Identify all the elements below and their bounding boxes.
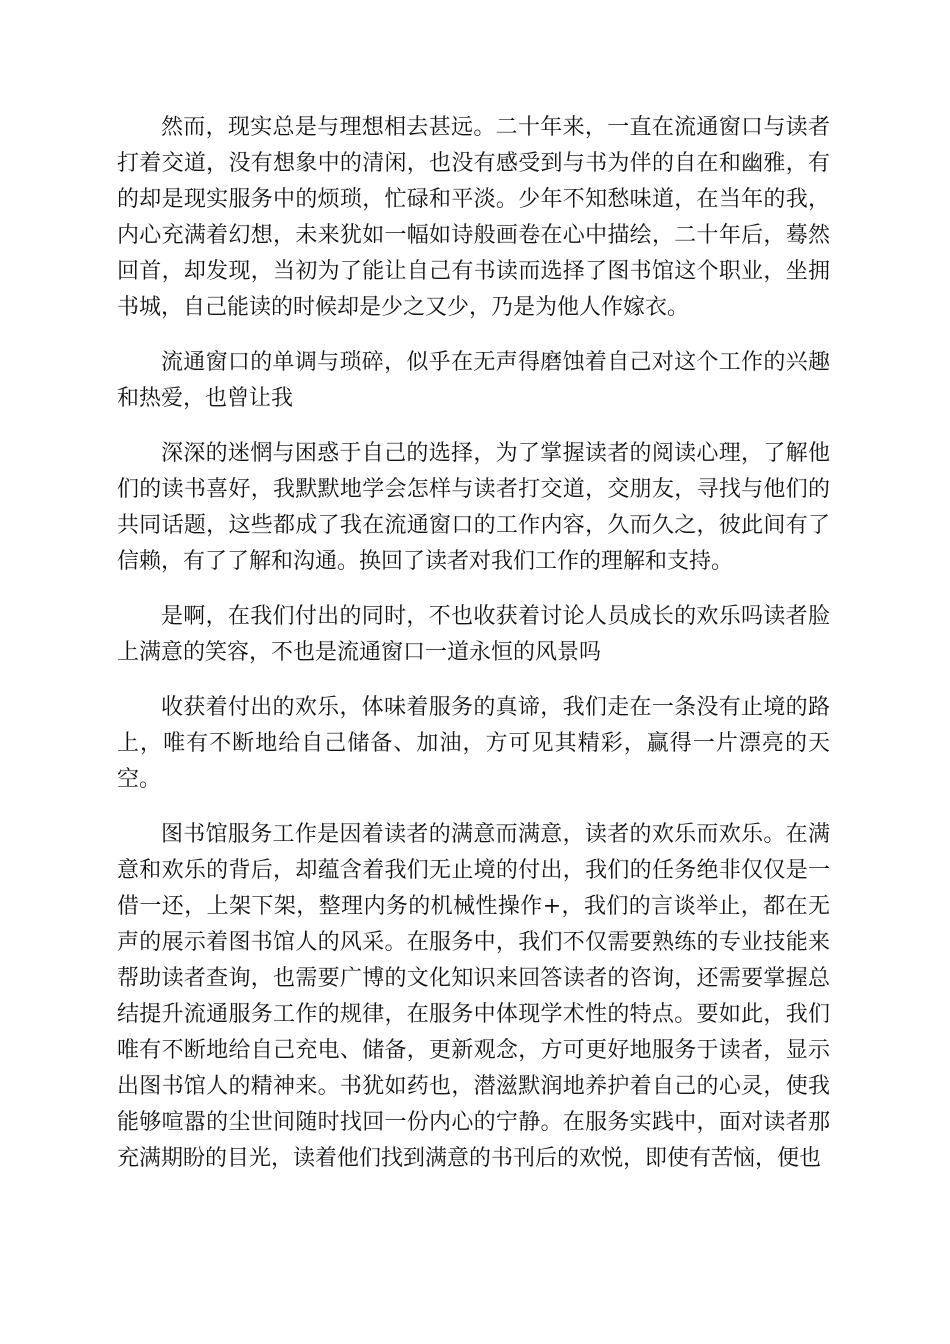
paragraph-6: 图书馆服务工作是因着读者的满意而满意，读者的欢乐而欢乐。在满意和欢乐的背后，却蕴含着我们无止境的付出，我们的任务绝非仅仅是一借一还，上架下架，整理内务的机械性操作+，我们的言谈举止，都在无声的展示着图书馆人的风采。在服务中，我们不仅需要熟练的专业技能来帮助读者查询，也需要广博的文化知识来回答读者的咨询，还需要掌握总结提升流通服务工作的规律，在服务中体现学术性的特点。要如此，我们唯有不断地给自己充电、储备，更新观念，方可更好地服务于读者，显示出图书馆人的精神来。书犹如药也，潜滋默润地养护着自己的心灵，使我能够喧嚣的尘世间随时找回一份内心的宁静。在服务实践中，面对读者那充满期盼的目光，读着他们找到满意的书刊后的欢悦，即使有苦恼，便也 [117,822,830,1171]
document-page [117,110,830,1196]
paragraph-2: 流通窗口的单调与琐碎，似乎在无声得磨蚀着自己对这个工作的兴趣和热爱，也曾让我 [117,350,830,411]
paragraph-4: 是啊，在我们付出的同时，不也收获着讨论人员成长的欢乐吗读者脸上满意的笑容，不也是流通窗口一道永恒的风景吗 [117,604,830,665]
paragraph-3: 深深的迷惘与困惑于自己的选择，为了掌握读者的阅读心理，了解他们的读书喜好，我默默地学会怎样与读者打交道，交朋友，寻找与他们的共同话题，这些都成了我在流通窗口的工作内容，久而久之，彼此间有了信赖，有了了解和沟通。换回了读者对我们工作的理解和支持。 [117,441,830,574]
paragraph-1: 然而，现实总是与理想相去甚远。二十年来，一直在流通窗口与读者打着交道，没有想象中的清闲，也没有感受到与书为伴的自在和幽雅，有的却是现实服务中的烦琐，忙碌和平淡。少年不知愁味道，在当年的我，内心充满着幻想，未来犹如一幅如诗般画卷在心中描绘，二十年后，蓦然回首，却发现，当初为了能让自己有书读而选择了图书馆这个职业，坐拥书城，自己能读的时候却是少之又少，乃是为他人作嫁衣。 [117,115,830,320]
paragraph-5: 收获着付出的欢乐，体味着服务的真谛，我们走在一条没有止境的路上，唯有不断地给自己储备、加油，方可见其精彩，赢得一片漂亮的天空。 [117,695,830,792]
